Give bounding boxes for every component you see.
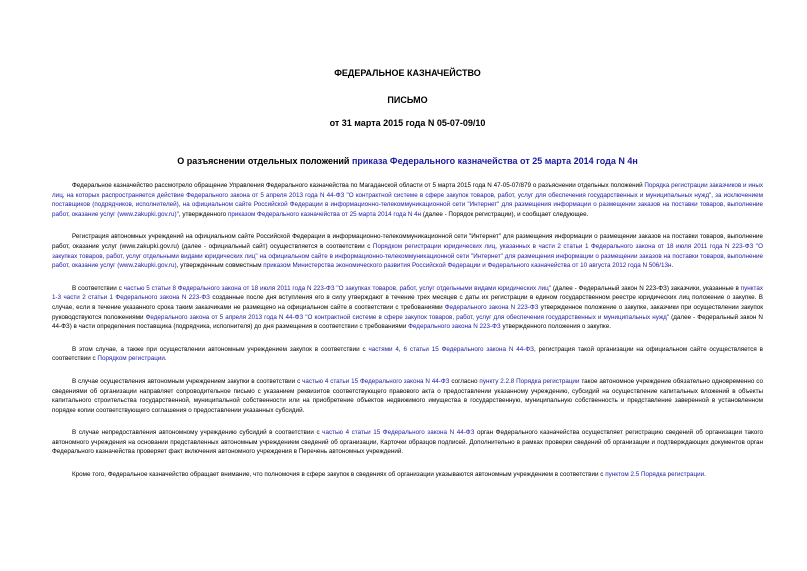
paragraph: [52, 284, 763, 332]
paragraph-text: , регистрация такой организации на официальном сайте осуществляется в соответствии с: [52, 345, 764, 363]
paragraph-text: .: [704, 471, 706, 479]
paragraph-text: Кроме того, Федеральное казначейство обращает внимание, что полномочия в сфере закупок в сведениях об организации указываются автономным учреждением в соответствии с: [72, 471, 606, 479]
agency-title: ФЕДЕРАЛЬНОЕ КАЗНАЧЕЙСТВО: [334, 68, 481, 78]
document-link[interactable]: частью 4 статьи 15 Федерального закона N 44-ФЗ: [302, 377, 450, 385]
paragraph-text: Федеральное казначейство рассмотрело обращение Управления Федерального казначейства по Магаданской области от 5 марта 2015 года N 47-05-07/879 о разъяснении отдельных положений: [72, 182, 645, 189]
document-link[interactable]: пунктах 1-3 части 2 статьи 1 Федерального закона N 223-ФЗ: [52, 284, 763, 302]
paragraph-text: .: [164, 355, 167, 363]
paragraph-text: .: [671, 262, 674, 270]
paragraph-text: утвержденное положение о закупке, заказчики при осуществлении закупок руководствуются положениями: [52, 303, 763, 321]
paragraph-text: (далее - Порядок регистрации), и сообщает следующее.: [421, 210, 589, 218]
document-link[interactable]: Федерального закона от 5 апреля 2013 года N 44-ФЗ "О контрактной системе в сфере закупок товаров, работ, услуг для обеспечения государственных и муниципальных нужд": [145, 313, 670, 321]
paragraph-text: , утвержденного: [178, 210, 228, 218]
paragraph-text: (далее - Федеральный закон N 44-ФЗ) в части определения поставщика (подрядчика, исполнителя) до дня размещения в соответствии с требованиями: [52, 313, 763, 331]
paragraph: [52, 181, 763, 219]
paragraph-text: , утвержденным совместным: [176, 262, 264, 270]
subject-prefix: О разъяснении отдельных положений: [177, 156, 352, 166]
document-link[interactable]: частью 4 статьи 15 Федерального закона N 44-ФЗ: [322, 429, 475, 437]
paragraph-text: Регистрация автономных учреждений на официальном сайте Российской Федерации в информационно-телекоммуникационной сети "Интернет" для размещения информации о размещении заказов на поставки товаров, выполнение работ, оказание услуг (www.zakupki.gov.ru) (далее - официальный сайт) осуществляется в соответствии с: [52, 233, 763, 250]
paragraph-text: орган Федерального казначейства осуществляет регистрацию сведений об организации такого автономного учреждения на основании представленных автономным учреждением сведений об организации, Карточки образцов подписей. Дополнительно в рамках проверки сведений об организации и подтверждающих документов орган Федерального казначейства проверяет факт включения автономного учреждения в Перечень автономных учреждений.: [52, 429, 763, 456]
document-link[interactable]: Федерального закона N 223-ФЗ: [444, 303, 539, 311]
document-link[interactable]: Порядком регистрации: [97, 355, 165, 363]
document-link[interactable]: частями 4: [368, 345, 399, 353]
document-subject: [52, 156, 763, 167]
document-link[interactable]: Порядка регистрации заказчиков и иных лиц, на которых распространяется действие Федерального закона от 5 апреля 2013 года N 44-ФЗ "О контрактной системе в сфере закупок товаров, работ, услуг для обеспечения государственных и муниципальных нужд", за исключением поставщиков (подрядчиков, исполнителей), на официальном сайте Российской Федерации в информационно-телекоммуникационной сети "Интернет" для размещения информации о размещении заказов на поставки товаров, выполнение работ, оказание услуг (www.zakupki.gov.ru)": [52, 182, 763, 218]
paragraph: [52, 345, 763, 364]
document-body: [52, 181, 763, 480]
document-link[interactable]: Федерального закона N 223-ФЗ: [408, 323, 501, 331]
paragraph-text: утвержденного положения о закупке.: [500, 323, 611, 331]
document-link[interactable]: приказом Федерального казначейства от 25 марта 2014 года N 4н: [227, 210, 422, 218]
document-link[interactable]: Порядком регистрации юридических лиц, указанных в части 2 статьи 1 Федерального закона от 18 июля 2011 года N 223-ФЗ "О закупках товаров, работ, услуг отдельными видами юридических лиц" на официальном сайте в информационно-телекоммуникационной сети "Интернет" для размещения информации о размещении заказов на поставки товаров, выполнение работ, оказание услуг (www.zakupki.gov.ru): [52, 242, 763, 270]
document-link[interactable]: частью 5 статьи 8 Федерального закона от 18 июля 2011 года N 223-ФЗ "О закупках товаров, работ, услуг отдельными видами юридических лиц": [123, 284, 551, 292]
document-link[interactable]: 6 статьи 15 Федерального закона N 44-ФЗ: [403, 345, 534, 353]
paragraph: [52, 232, 763, 270]
paragraph-text: такое автономное учреждение обязательно одновременно со сведениями об организации направляет сопроводительное письмо с указанием реквизитов соответствующего правового акта о предоставлении указанному учреждению, субсидий на осуществление капитальных вложений в объекты капитального строительства государственной, муниципальной собственности или на приобретение объектов недвижимого имущества в государственную, муниципальную собственность и представление заверенной в установленном порядке копии соответствующего соглашения о предоставлении указанных субсидий.: [52, 377, 763, 414]
paragraph-text: В этом случае, а также при осуществлении автономным учреждением закупок в соответствии с: [72, 345, 369, 353]
paragraph-text: созданные после дня вступления его в силу утверждают в течение трех месяцев с даты их регистрации в едином государственном реестре юридических лиц положение о закупке. В случае, если в течение указанного срока таким заказчиками не размещено на официальном сайте в соответствии с требованиями: [52, 294, 763, 311]
paragraph-text: В соответствии с: [72, 284, 124, 292]
paragraph: [52, 428, 763, 457]
paragraph-text: В случае осуществления автономным учреждением закупки в соответствии с: [72, 377, 303, 385]
paragraph-text: (далее - Федеральный закон N 223-ФЗ) заказчики, указанные в: [551, 284, 741, 292]
paragraph-text: согласно: [449, 377, 480, 385]
document-link[interactable]: пункту 2.2.8 Порядка регистрации: [479, 377, 580, 385]
document-link[interactable]: пунктом 2.5 Порядка регистрации: [605, 471, 705, 479]
document-date-number: от 31 марта 2015 года N 05-07-09/10: [329, 118, 486, 128]
paragraph: [52, 470, 763, 480]
paragraph: [52, 377, 763, 415]
subject-link[interactable]: приказа Федерального казначейства от 25 марта 2014 года N 4н: [351, 156, 638, 166]
document-link[interactable]: приказом Министерства экономического развития Российской Федерации и Федерального казначейства от 10 августа 2012 года N 506/13н: [263, 262, 672, 270]
paragraph-text: В случае непредоставления автономному учреждению субсидий в соответствии с: [72, 429, 323, 437]
paragraph-text: ,: [398, 345, 404, 353]
document-type: ПИСЬМО: [387, 95, 428, 105]
